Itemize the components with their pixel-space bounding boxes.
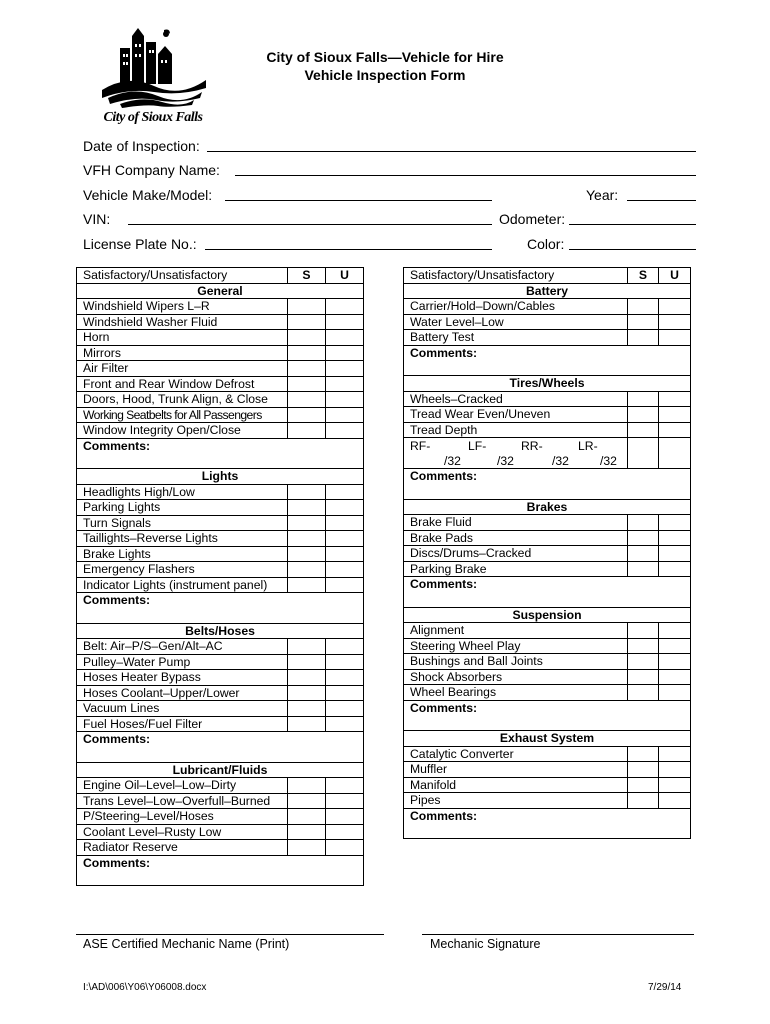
- s-checkbox[interactable]: [288, 423, 326, 439]
- s-checkbox[interactable]: [628, 391, 659, 407]
- item-label: Fuel Hoses/Fuel Filter: [77, 716, 288, 732]
- table-row: [77, 423, 364, 439]
- table-row: [404, 546, 691, 562]
- table-row: [77, 685, 364, 701]
- u-checkbox[interactable]: [659, 314, 691, 330]
- table-row: [404, 685, 691, 701]
- table-row: [404, 422, 691, 438]
- table-row: [404, 407, 691, 423]
- item-label: Carrier/Hold–Down/Cables: [404, 299, 628, 315]
- item-label: P/Steering–Level/Hoses: [77, 809, 288, 825]
- s-checkbox[interactable]: [288, 778, 326, 794]
- s-checkbox[interactable]: [628, 638, 659, 654]
- table-row: [404, 793, 691, 809]
- s-checkbox[interactable]: [628, 515, 659, 531]
- item-label: Headlights High/Low: [77, 484, 288, 500]
- u-checkbox[interactable]: [326, 701, 364, 717]
- u-checkbox[interactable]: [326, 577, 364, 593]
- table-row: [77, 361, 364, 377]
- vin-field[interactable]: [128, 224, 492, 225]
- u-checkbox[interactable]: [326, 376, 364, 392]
- table-row: [77, 793, 364, 809]
- u-checkbox[interactable]: [326, 500, 364, 516]
- s-checkbox[interactable]: [288, 531, 326, 547]
- s-checkbox[interactable]: [288, 577, 326, 593]
- u-checkbox[interactable]: [326, 299, 364, 315]
- u-checkbox[interactable]: [659, 407, 691, 423]
- u-checkbox[interactable]: [659, 793, 691, 809]
- section-brakes: Brakes: [404, 499, 691, 515]
- u-checkbox[interactable]: [659, 762, 691, 778]
- item-label: Bushings and Ball Joints: [404, 654, 628, 670]
- u-checkbox[interactable]: [326, 562, 364, 578]
- s-checkbox[interactable]: [628, 530, 659, 546]
- header-s: S: [288, 268, 326, 284]
- u-checkbox[interactable]: [659, 530, 691, 546]
- item-label: Discs/Drums–Cracked: [404, 546, 628, 562]
- section-general: General: [77, 283, 364, 299]
- item-label: Windshield Wipers L–R: [77, 299, 288, 315]
- comments-brakes[interactable]: Comments:: [404, 577, 691, 608]
- year-field[interactable]: [627, 200, 696, 201]
- u-checkbox[interactable]: [659, 546, 691, 562]
- s-checkbox[interactable]: [288, 840, 326, 856]
- item-label: Hoses Coolant–Upper/Lower: [77, 685, 288, 701]
- u-checkbox[interactable]: [326, 639, 364, 655]
- item-label: Window Integrity Open/Close: [77, 423, 288, 439]
- table-row: [77, 484, 364, 500]
- u-checkbox[interactable]: [326, 484, 364, 500]
- u-checkbox[interactable]: [659, 438, 691, 469]
- item-label: Tread Depth: [404, 422, 628, 438]
- item-label: Brake Pads: [404, 530, 628, 546]
- depth-rr-unit: /32: [552, 454, 569, 468]
- s-checkbox[interactable]: [288, 824, 326, 840]
- u-checkbox[interactable]: [326, 793, 364, 809]
- comments-tires[interactable]: Comments:: [404, 469, 691, 500]
- item-label: Belt: Air–P/S–Gen/Alt–AC: [77, 639, 288, 655]
- table-row: [404, 561, 691, 577]
- u-checkbox[interactable]: [326, 345, 364, 361]
- depth-lr-unit: /32: [600, 454, 617, 468]
- u-checkbox[interactable]: [326, 314, 364, 330]
- table-row: [77, 716, 364, 732]
- s-checkbox[interactable]: [288, 639, 326, 655]
- date-label: Date of Inspection:: [83, 138, 200, 154]
- u-checkbox[interactable]: [659, 422, 691, 438]
- item-label: Steering Wheel Play: [404, 638, 628, 654]
- section-battery: Battery: [404, 283, 691, 299]
- item-label: Alignment: [404, 623, 628, 639]
- s-checkbox[interactable]: [288, 685, 326, 701]
- item-label: Parking Lights: [77, 500, 288, 516]
- u-checkbox[interactable]: [326, 716, 364, 732]
- header-u: U: [326, 268, 364, 284]
- table-row: [77, 314, 364, 330]
- section-exhaust-system: Exhaust System: [404, 731, 691, 747]
- mechanic-name-label: ASE Certified Mechanic Name (Print): [83, 937, 290, 951]
- u-checkbox[interactable]: [326, 361, 364, 377]
- table-row: [77, 376, 364, 392]
- table-row: [77, 778, 364, 794]
- item-label: Horn: [77, 330, 288, 346]
- s-checkbox[interactable]: [288, 407, 326, 423]
- item-label: Turn Signals: [77, 515, 288, 531]
- item-label: Mirrors: [77, 345, 288, 361]
- depth-rf-label: RF-: [410, 439, 431, 453]
- s-checkbox[interactable]: [288, 701, 326, 717]
- s-checkbox[interactable]: [628, 330, 659, 346]
- s-checkbox[interactable]: [288, 500, 326, 516]
- item-label: Working Seatbelts for All Passengers: [77, 407, 288, 423]
- footer-file-path: I:\AD\006\Y06\Y06008.docx: [83, 982, 207, 993]
- item-label: Catalytic Converter: [404, 746, 628, 762]
- table-row: [404, 314, 691, 330]
- table-row: [77, 546, 364, 562]
- comments-belts[interactable]: Comments:: [77, 732, 364, 763]
- item-label: Emergency Flashers: [77, 562, 288, 578]
- tread-depth-row: [404, 438, 691, 469]
- u-checkbox[interactable]: [659, 299, 691, 315]
- s-checkbox[interactable]: [288, 654, 326, 670]
- item-label: Wheels–Cracked: [404, 391, 628, 407]
- item-label: Wheel Bearings: [404, 685, 628, 701]
- table-header-row: [77, 268, 364, 284]
- u-checkbox[interactable]: [659, 654, 691, 670]
- u-checkbox[interactable]: [326, 778, 364, 794]
- s-checkbox[interactable]: [628, 314, 659, 330]
- s-checkbox[interactable]: [288, 484, 326, 500]
- table-row: [77, 330, 364, 346]
- section-tires-wheels: Tires/Wheels: [404, 376, 691, 392]
- table-row: [77, 345, 364, 361]
- u-checkbox[interactable]: [326, 809, 364, 825]
- table-row: [77, 500, 364, 516]
- depth-rr-label: RR-: [521, 439, 543, 453]
- item-label: Water Level–Low: [404, 314, 628, 330]
- plate-label: License Plate No.:: [83, 236, 197, 252]
- mechanic-name-field[interactable]: [76, 934, 384, 935]
- comments-battery[interactable]: Comments:: [404, 345, 691, 376]
- item-label: Indicator Lights (instrument panel): [77, 577, 288, 593]
- u-checkbox[interactable]: [659, 391, 691, 407]
- mechanic-signature-field[interactable]: [422, 934, 694, 935]
- s-checkbox[interactable]: [288, 546, 326, 562]
- s-checkbox[interactable]: [628, 685, 659, 701]
- depth-lr-label: LR-: [578, 439, 598, 453]
- item-label: Tread Wear Even/Uneven: [404, 407, 628, 423]
- item-label: Radiator Reserve: [77, 840, 288, 856]
- item-label: Manifold: [404, 777, 628, 793]
- form-subtitle: Vehicle Inspection Form: [304, 67, 466, 83]
- left-inspection-table: [76, 267, 364, 886]
- table-row: [404, 669, 691, 685]
- item-label: Muffler: [404, 762, 628, 778]
- table-row: [77, 639, 364, 655]
- s-checkbox[interactable]: [628, 654, 659, 670]
- s-checkbox[interactable]: [288, 299, 326, 315]
- item-label: Trans Level–Low–Overfull–Burned: [77, 793, 288, 809]
- s-checkbox[interactable]: [288, 562, 326, 578]
- u-checkbox[interactable]: [659, 777, 691, 793]
- color-field[interactable]: [569, 249, 696, 250]
- u-checkbox[interactable]: [326, 515, 364, 531]
- item-label: Doors, Hood, Trunk Align, & Close: [77, 392, 288, 408]
- make-field[interactable]: [225, 200, 492, 201]
- plate-field[interactable]: [205, 249, 492, 250]
- u-checkbox[interactable]: [659, 623, 691, 639]
- header-label: Satisfactory/Unsatisfactory: [77, 268, 288, 284]
- u-checkbox[interactable]: [659, 746, 691, 762]
- u-checkbox[interactable]: [326, 824, 364, 840]
- table-row: [404, 391, 691, 407]
- u-checkbox[interactable]: [659, 515, 691, 531]
- item-label: Engine Oil–Level–Low–Dirty: [77, 778, 288, 794]
- comments-lights[interactable]: Comments:: [77, 593, 364, 624]
- s-checkbox[interactable]: [628, 546, 659, 562]
- table-row: [77, 531, 364, 547]
- u-checkbox[interactable]: [659, 685, 691, 701]
- s-checkbox[interactable]: [288, 809, 326, 825]
- item-label: Pulley–Water Pump: [77, 654, 288, 670]
- u-checkbox[interactable]: [659, 669, 691, 685]
- section-suspension: Suspension: [404, 607, 691, 623]
- s-checkbox[interactable]: [628, 438, 659, 469]
- table-row: [404, 530, 691, 546]
- company-label: VFH Company Name:: [83, 162, 220, 178]
- odometer-label: Odometer:: [499, 211, 566, 227]
- s-checkbox[interactable]: [288, 793, 326, 809]
- year-label: Year:: [586, 187, 619, 203]
- item-label: Air Filter: [77, 361, 288, 377]
- u-checkbox[interactable]: [326, 840, 364, 856]
- city-of-sioux-falls-logo: [98, 28, 208, 124]
- depth-rf-unit: /32: [444, 454, 461, 468]
- color-label: Color:: [527, 236, 565, 252]
- svg-text:City of Sioux Falls: City of Sioux Falls: [103, 110, 203, 124]
- item-label: Brake Fluid: [404, 515, 628, 531]
- table-row: [77, 701, 364, 717]
- footer-date: 7/29/14: [648, 982, 682, 993]
- table-row: [404, 515, 691, 531]
- date-field[interactable]: [207, 151, 696, 152]
- item-label: Shock Absorbers: [404, 669, 628, 685]
- table-row: [77, 577, 364, 593]
- table-row: [404, 746, 691, 762]
- table-row: [77, 562, 364, 578]
- item-label: Taillights–Reverse Lights: [77, 531, 288, 547]
- u-checkbox[interactable]: [326, 423, 364, 439]
- s-checkbox[interactable]: [288, 670, 326, 686]
- table-row: [77, 407, 364, 423]
- u-checkbox[interactable]: [326, 546, 364, 562]
- mechanic-signature-label: Mechanic Signature: [430, 937, 541, 951]
- table-row: [77, 824, 364, 840]
- u-checkbox[interactable]: [659, 561, 691, 577]
- table-row: [404, 299, 691, 315]
- comments-suspension[interactable]: Comments:: [404, 700, 691, 731]
- comments-exhaust[interactable]: Comments:: [404, 808, 691, 839]
- table-row: [404, 330, 691, 346]
- item-label: Vacuum Lines: [77, 701, 288, 717]
- table-row: [77, 670, 364, 686]
- u-checkbox[interactable]: [326, 407, 364, 423]
- u-checkbox[interactable]: [326, 670, 364, 686]
- table-row: [404, 762, 691, 778]
- item-label: Coolant Level–Rusty Low: [77, 824, 288, 840]
- u-checkbox[interactable]: [326, 330, 364, 346]
- s-checkbox[interactable]: [288, 345, 326, 361]
- s-checkbox[interactable]: [628, 793, 659, 809]
- s-checkbox[interactable]: [628, 762, 659, 778]
- item-label: Pipes: [404, 793, 628, 809]
- right-inspection-table: [403, 267, 691, 839]
- table-row: [77, 392, 364, 408]
- table-row: [404, 623, 691, 639]
- s-checkbox[interactable]: [288, 330, 326, 346]
- table-row: [77, 299, 364, 315]
- s-checkbox[interactable]: [288, 716, 326, 732]
- s-checkbox[interactable]: [288, 361, 326, 377]
- company-field[interactable]: [235, 175, 696, 176]
- comments-general[interactable]: Comments:: [77, 438, 364, 469]
- table-row: [77, 809, 364, 825]
- s-checkbox[interactable]: [628, 299, 659, 315]
- item-label: Windshield Washer Fluid: [77, 314, 288, 330]
- s-checkbox[interactable]: [288, 515, 326, 531]
- item-label: Parking Brake: [404, 561, 628, 577]
- u-checkbox[interactable]: [326, 685, 364, 701]
- tread-depth-readings[interactable]: [404, 438, 628, 469]
- s-checkbox[interactable]: [628, 407, 659, 423]
- section-belts-hoses: Belts/Hoses: [77, 623, 364, 639]
- s-checkbox[interactable]: [628, 669, 659, 685]
- form-title: City of Sioux Falls—Vehicle for Hire: [266, 49, 504, 65]
- header-label: Satisfactory/Unsatisfactory: [404, 268, 628, 284]
- make-label: Vehicle Make/Model:: [83, 187, 213, 203]
- header-u: U: [659, 268, 691, 284]
- s-checkbox[interactable]: [288, 392, 326, 408]
- s-checkbox[interactable]: [628, 561, 659, 577]
- comments-lubricant[interactable]: Comments:: [77, 855, 364, 886]
- depth-lf-unit: /32: [497, 454, 514, 468]
- item-label: Hoses Heater Bypass: [77, 670, 288, 686]
- table-row: [77, 515, 364, 531]
- s-checkbox[interactable]: [628, 422, 659, 438]
- item-label: Battery Test: [404, 330, 628, 346]
- item-label: Brake Lights: [77, 546, 288, 562]
- depth-lf-label: LF-: [468, 439, 487, 453]
- u-checkbox[interactable]: [326, 531, 364, 547]
- s-checkbox[interactable]: [628, 746, 659, 762]
- odometer-field[interactable]: [569, 224, 696, 225]
- s-checkbox[interactable]: [288, 376, 326, 392]
- u-checkbox[interactable]: [326, 392, 364, 408]
- header-s: S: [628, 268, 659, 284]
- u-checkbox[interactable]: [659, 330, 691, 346]
- table-row: [404, 777, 691, 793]
- table-row: [404, 638, 691, 654]
- table-row: [77, 654, 364, 670]
- s-checkbox[interactable]: [628, 777, 659, 793]
- u-checkbox[interactable]: [326, 654, 364, 670]
- table-header-row: [404, 268, 691, 284]
- s-checkbox[interactable]: [288, 314, 326, 330]
- u-checkbox[interactable]: [659, 638, 691, 654]
- section-lubricant-fluids: Lubricant/Fluids: [77, 762, 364, 778]
- vin-label: VIN:: [83, 211, 111, 227]
- s-checkbox[interactable]: [628, 623, 659, 639]
- section-lights: Lights: [77, 469, 364, 485]
- item-label: Front and Rear Window Defrost: [77, 376, 288, 392]
- table-row: [404, 654, 691, 670]
- table-row: [77, 840, 364, 856]
